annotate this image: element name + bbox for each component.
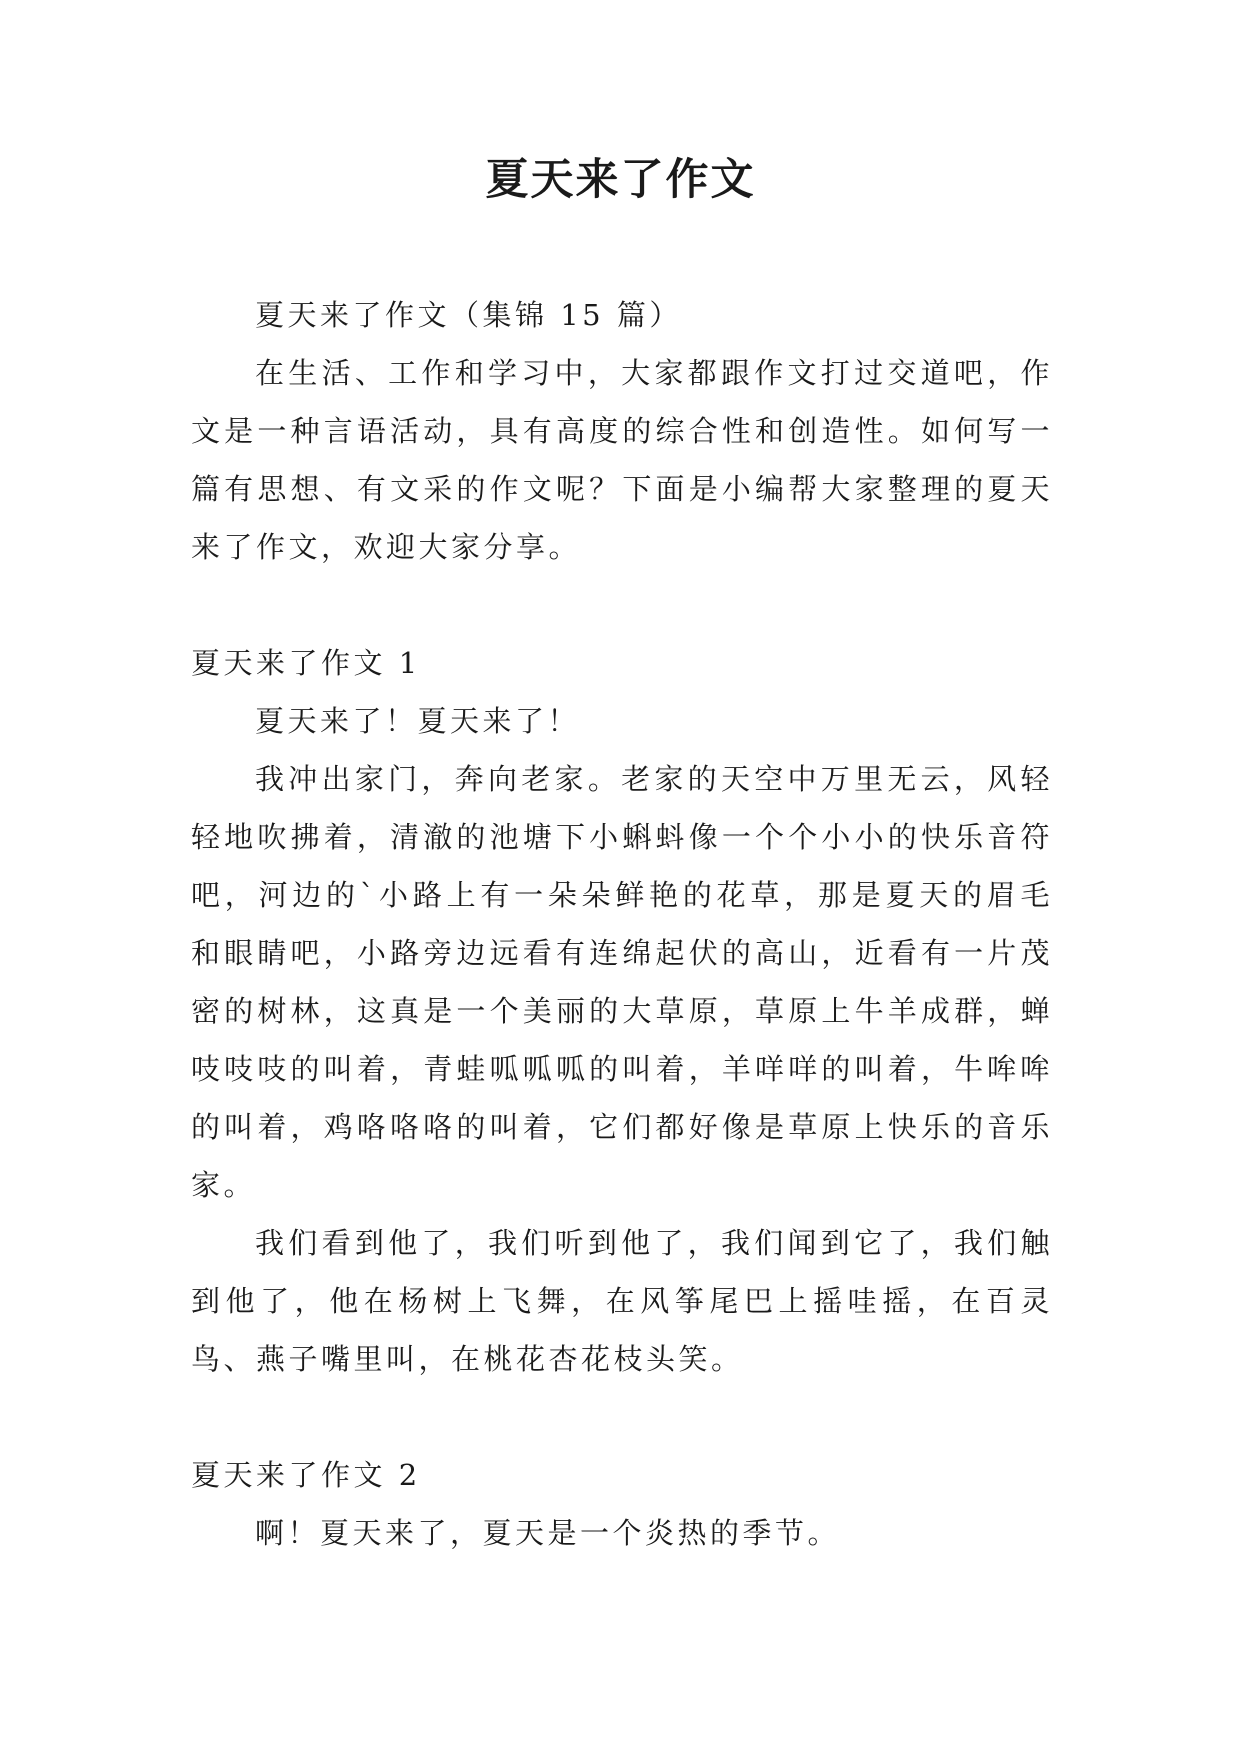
document-title: 夏天来了作文 [485,155,756,205]
essay-1-paragraph-2: 我冲出家门，奔向老家。老家的天空中万里无云，风轻轻地吹拂着，清澈的池塘下小蝌蚪像一个个小小的快乐音符吧，河边的`小路上有一朵朵鲜艳的花草，那是夏天的眉毛和眼睛吧，小路旁边远看有连绵起伏的高山，近看有一片茂密的树林，这真是一个美丽的大草原，草原上牛羊成群，蝉吱吱吱的叫着，青蛙呱呱呱的叫着，羊咩咩的叫着，牛哞哞的叫着，鸡咯咯咯的叫着，它们都好像是草原上快乐的音乐家。 [191,762,1053,1202]
essay-2-heading: 夏天来了作文 2 [191,1458,421,1492]
essay-1-paragraph-1: 夏天来了！夏天来了！ [255,704,581,738]
essay-1-heading: 夏天来了作文 1 [191,646,421,680]
document-subtitle: 夏天来了作文（集锦 15 篇） [255,298,682,332]
essay-1-paragraph-3: 我们看到他了，我们听到他了，我们闻到它了，我们触到他了，他在杨树上飞舞，在风筝尾巴上摇哇摇，在百灵鸟、燕子嘴里叫，在桃花杏花枝头笑。 [191,1226,1053,1376]
document-body [191,286,1053,1562]
intro-paragraph: 在生活、工作和学习中，大家都跟作文打过交道吧，作文是一种言语活动，具有高度的综合性和创造性。如何写一篇有思想、有文采的作文呢？下面是小编帮大家整理的夏天来了作文，欢迎大家分享。 [191,356,1053,564]
essay-2-paragraph-1: 啊！夏天来了，夏天是一个炎热的季节。 [255,1516,841,1550]
